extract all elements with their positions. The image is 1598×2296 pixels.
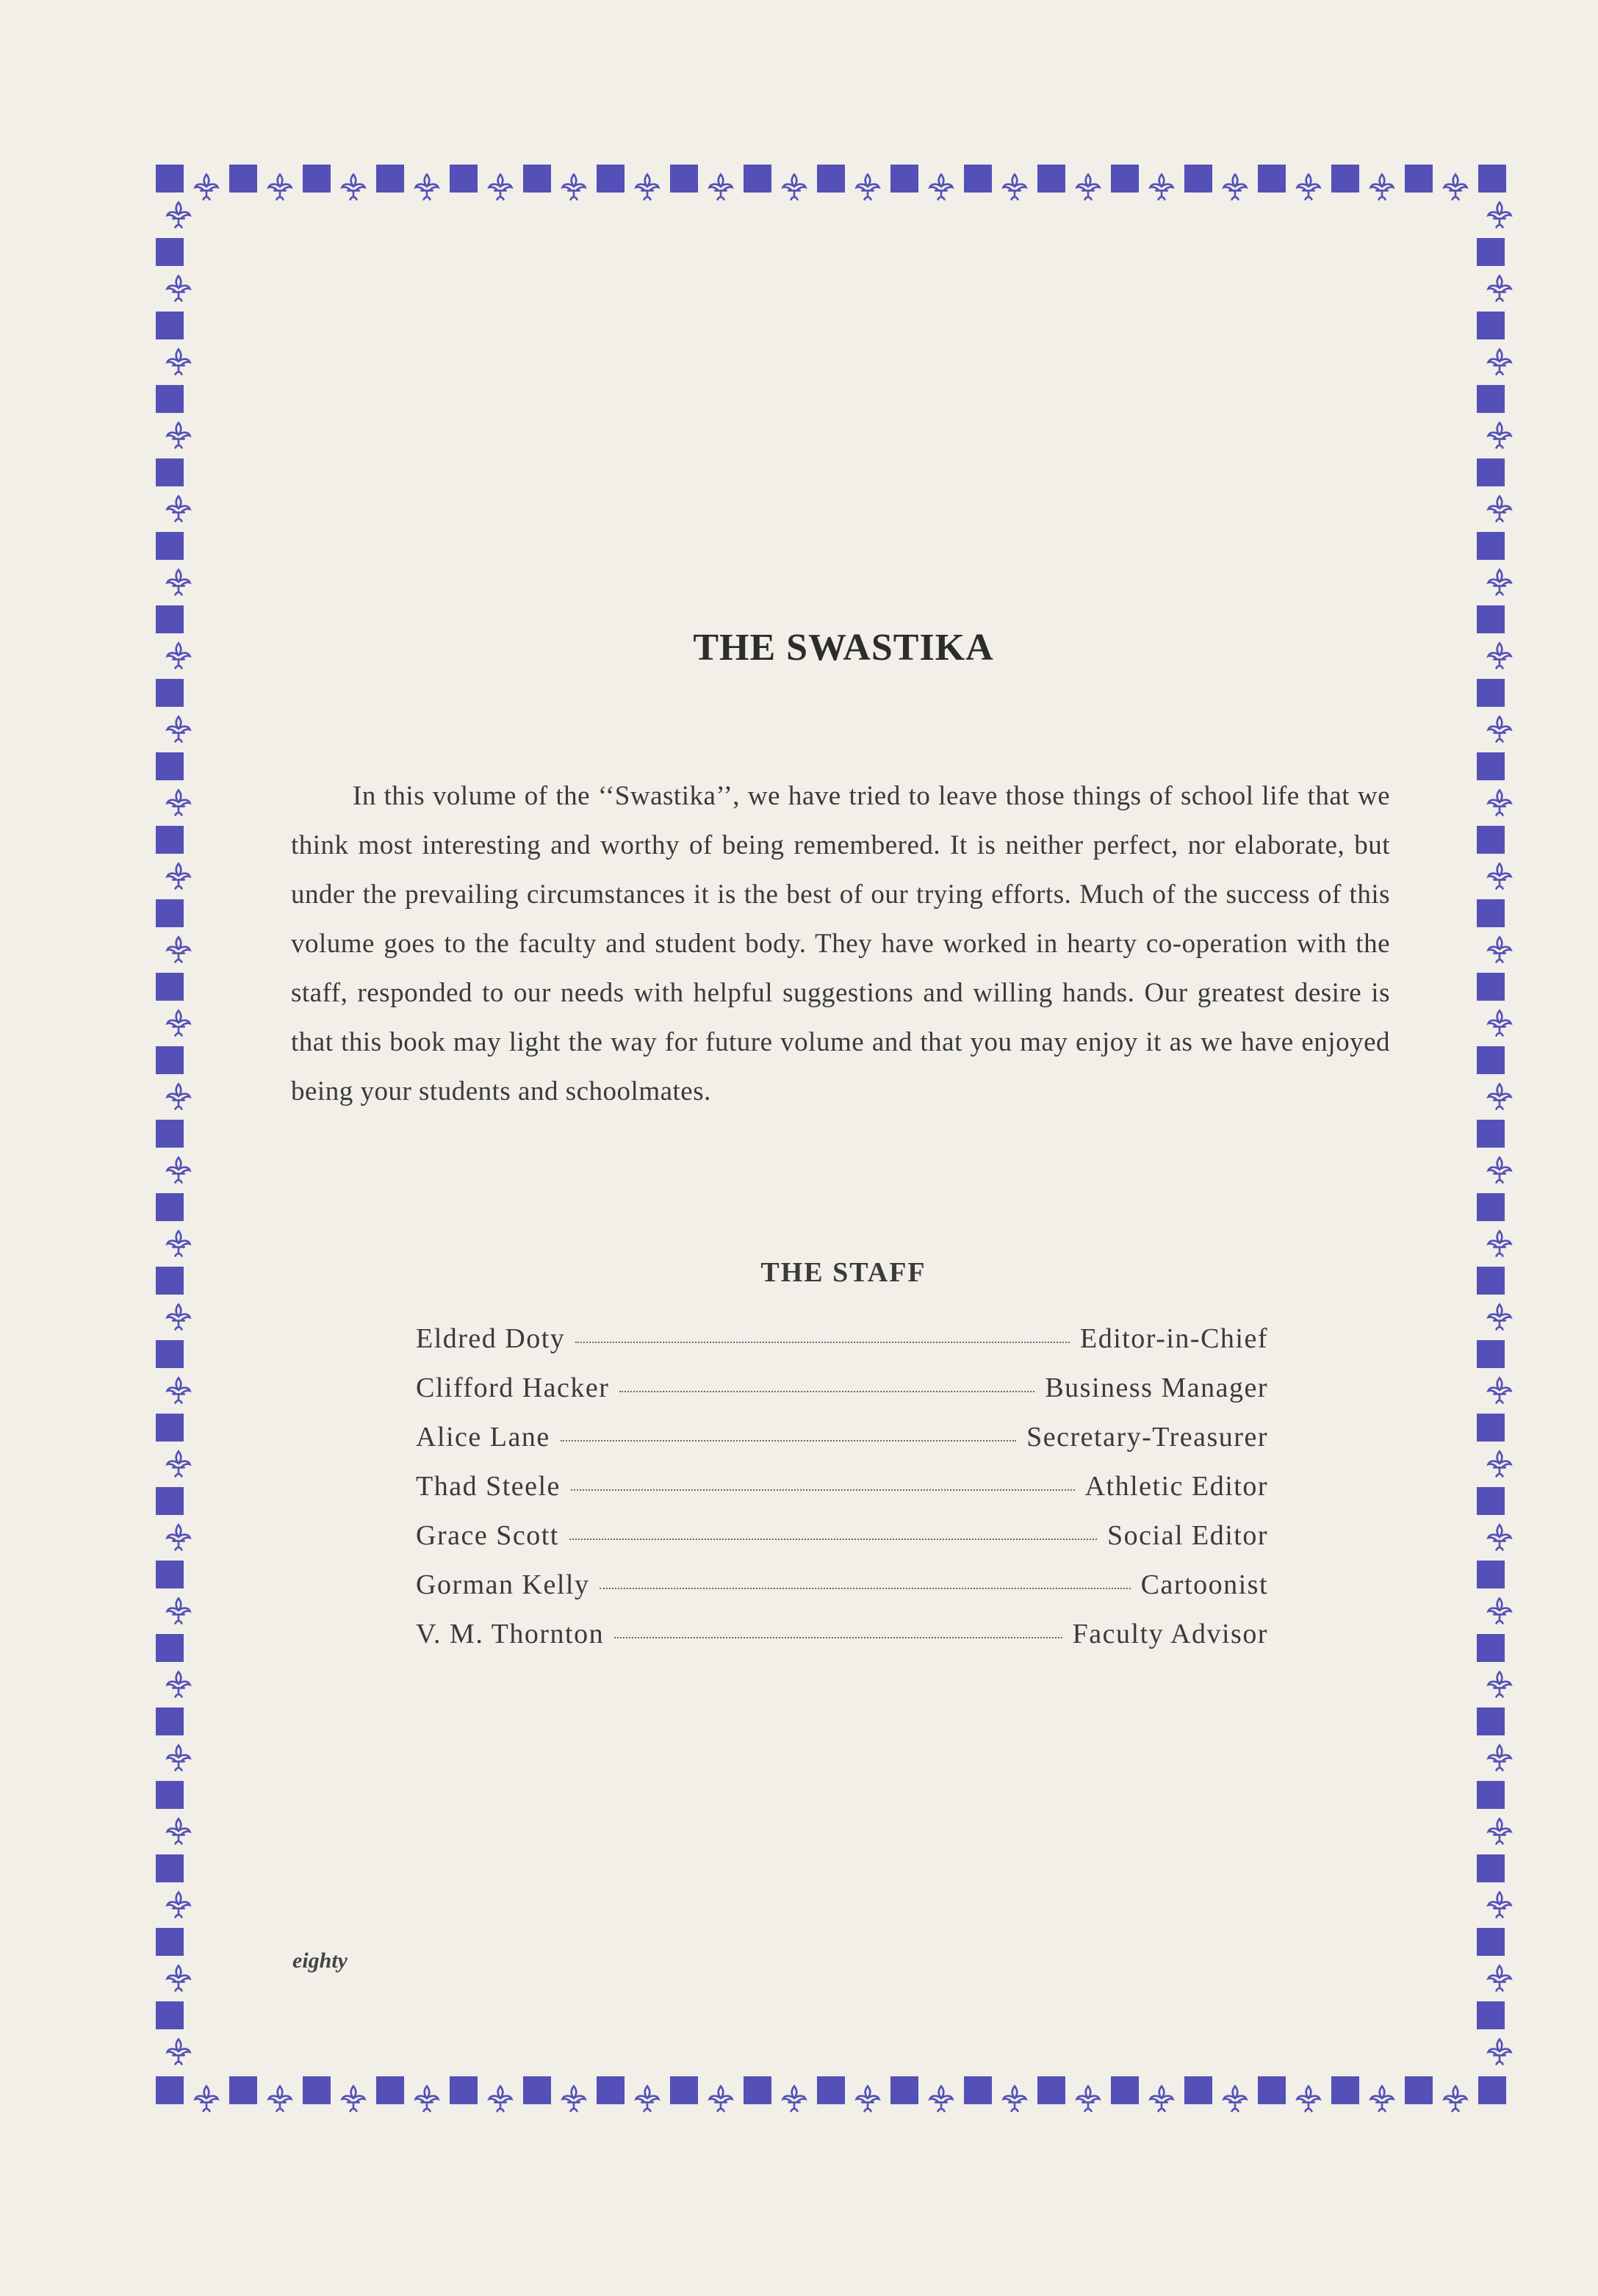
border-square [1477, 899, 1505, 927]
border-square [229, 2076, 257, 2104]
fleur-de-lis-icon [1477, 780, 1522, 826]
border-square [1477, 385, 1505, 413]
border-square [744, 165, 771, 192]
border-square [1258, 165, 1286, 192]
fleur-de-lis-icon [257, 165, 303, 210]
border-square [1184, 2076, 1212, 2104]
fleur-de-lis-icon [1477, 1882, 1522, 1928]
fleur-de-lis-icon [1477, 1735, 1522, 1781]
fleur-de-lis-icon [156, 1515, 201, 1561]
border-square [1477, 1781, 1505, 1809]
border-square [1477, 1634, 1505, 1662]
staff-role: Cartoonist [1140, 1569, 1268, 1600]
leader-dots [561, 1440, 1016, 1442]
fleur-de-lis-icon [156, 1662, 201, 1707]
page-title: THE SWASTIKA [693, 627, 994, 669]
border-square [156, 1487, 184, 1515]
fleur-de-lis-icon [1477, 486, 1522, 532]
border-square [1477, 312, 1505, 339]
fleur-de-lis-icon [1139, 165, 1184, 210]
staff-role: Secretary-Treasurer [1026, 1422, 1268, 1453]
leader-dots [571, 1489, 1075, 1491]
staff-role: Social Editor [1107, 1520, 1268, 1551]
border-square [156, 752, 184, 780]
border-square [156, 458, 184, 486]
border-square [156, 1634, 184, 1662]
fleur-de-lis-icon [257, 2076, 303, 2122]
border-square [1478, 165, 1506, 192]
fleur-de-lis-icon [478, 2076, 523, 2122]
staff-row [416, 1569, 1268, 1618]
staff-row [416, 1618, 1268, 1667]
staff-role: Business Manager [1045, 1372, 1268, 1403]
border-right [1477, 192, 1522, 2075]
fleur-de-lis-icon [156, 413, 201, 458]
border-square [156, 1120, 184, 1148]
fleur-de-lis-icon [1212, 2076, 1258, 2122]
staff-row [416, 1470, 1268, 1519]
fleur-de-lis-icon [1212, 165, 1258, 210]
fleur-de-lis-icon [1477, 339, 1522, 385]
fleur-de-lis-icon [156, 560, 201, 605]
fleur-de-lis-icon [1477, 192, 1522, 238]
fleur-de-lis-icon [1139, 2076, 1184, 2122]
fleur-de-lis-icon [1359, 165, 1405, 210]
border-square [817, 2076, 845, 2104]
fleur-de-lis-icon [156, 1882, 201, 1928]
border-square [1477, 1340, 1505, 1368]
fleur-de-lis-icon [184, 2076, 229, 2122]
border-square [156, 2001, 184, 2029]
fleur-de-lis-icon [625, 2076, 670, 2122]
fleur-de-lis-icon [992, 165, 1037, 210]
fleur-de-lis-icon [156, 1148, 201, 1193]
fleur-de-lis-icon [771, 165, 817, 210]
border-square [1477, 1707, 1505, 1735]
leader-dots [619, 1391, 1034, 1392]
fleur-de-lis-icon [1477, 1515, 1522, 1561]
border-square [597, 2076, 625, 2104]
staff-row [416, 1519, 1268, 1569]
fleur-de-lis-icon [551, 165, 597, 210]
border-square [964, 2076, 992, 2104]
fleur-de-lis-icon [1477, 413, 1522, 458]
page-number: eighty [292, 1948, 348, 1973]
border-square [1477, 532, 1505, 560]
border-square [523, 2076, 551, 2104]
staff-row [416, 1322, 1268, 1372]
border-square [670, 2076, 698, 2104]
border-square [964, 165, 992, 192]
border-square [1478, 2076, 1506, 2104]
border-left [156, 192, 201, 2075]
fleur-de-lis-icon [156, 1442, 201, 1487]
fleur-de-lis-icon [404, 165, 450, 210]
staff-name: Thad Steele [416, 1471, 561, 1502]
staff-name: Grace Scott [416, 1520, 559, 1551]
fleur-de-lis-icon [1065, 165, 1111, 210]
fleur-de-lis-icon [478, 165, 523, 210]
fleur-de-lis-icon [331, 2076, 376, 2122]
fleur-de-lis-icon [156, 339, 201, 385]
border-square [303, 165, 331, 192]
staff-name: Eldred Doty [416, 1323, 566, 1354]
border-square [1037, 165, 1065, 192]
intro-paragraph: In this volume of the ‘‘Swastika’’, we have tried to leave those things of school life that we think most interesting and worthy of being remembered. It is neither perfect, nor elaborate, but under the prevailing circumstances it is the best of our trying efforts. Much of the success of this volume goes to the faculty and student body. They have worked in hearty co-operation with the staff, responded to our needs with helpful suggestions and willing hands. Our greatest desire is that this book may light the way for future volume and that you may enjoy it as we have enjoyed being your students and schoolmates. [291, 781, 1390, 1106]
border-square [597, 165, 625, 192]
leader-dots [575, 1342, 1070, 1343]
border-square [1258, 2076, 1286, 2104]
border-square [156, 1561, 184, 1588]
fleur-de-lis-icon [156, 1074, 201, 1120]
staff-name: Gorman Kelly [416, 1569, 590, 1600]
border-square [890, 2076, 918, 2104]
border-square [1037, 2076, 1065, 2104]
fleur-de-lis-icon [1477, 1588, 1522, 1634]
border-square [156, 1854, 184, 1882]
fleur-de-lis-icon [156, 1295, 201, 1340]
fleur-de-lis-icon [1065, 2076, 1111, 2122]
fleur-de-lis-icon [1477, 1368, 1522, 1414]
staff-row [416, 1421, 1268, 1470]
border-square [1477, 1120, 1505, 1148]
border-square [376, 165, 404, 192]
staff-role: Athletic Editor [1084, 1471, 1268, 1502]
fleur-de-lis-icon [918, 2076, 964, 2122]
staff-heading: THE STAFF [760, 1257, 926, 1288]
border-square [229, 165, 257, 192]
fleur-de-lis-icon [156, 707, 201, 752]
border-square [450, 2076, 478, 2104]
border-square [1477, 2001, 1505, 2029]
border-top [156, 165, 1506, 210]
border-square [1477, 1193, 1505, 1221]
staff-role: Faculty Advisor [1072, 1619, 1268, 1649]
border-square [303, 2076, 331, 2104]
border-square [670, 165, 698, 192]
border-square [744, 2076, 771, 2104]
border-square [156, 532, 184, 560]
border-square [156, 2076, 184, 2104]
border-square [1477, 238, 1505, 266]
fleur-de-lis-icon [156, 1368, 201, 1414]
staff-list [416, 1322, 1268, 1667]
border-square [1477, 458, 1505, 486]
fleur-de-lis-icon [625, 165, 670, 210]
fleur-de-lis-icon [156, 927, 201, 973]
border-square [1477, 1487, 1505, 1515]
fleur-de-lis-icon [1477, 854, 1522, 899]
staff-name: Alice Lane [416, 1422, 550, 1453]
border-square [1331, 2076, 1359, 2104]
staff-role: Editor-in-Chief [1079, 1323, 1268, 1354]
fleur-de-lis-icon [698, 2076, 744, 2122]
fleur-de-lis-icon [1477, 927, 1522, 973]
border-square [1477, 752, 1505, 780]
fleur-de-lis-icon [1477, 1662, 1522, 1707]
fleur-de-lis-icon [1286, 165, 1331, 210]
border-square [1477, 973, 1505, 1001]
border-square [156, 1193, 184, 1221]
fleur-de-lis-icon [156, 192, 201, 238]
border-square [1477, 1414, 1505, 1442]
border-square [523, 165, 551, 192]
border-square [1184, 165, 1212, 192]
fleur-de-lis-icon [1477, 1074, 1522, 1120]
fleur-de-lis-icon [1477, 1956, 1522, 2001]
fleur-de-lis-icon [1477, 707, 1522, 752]
border-bottom [156, 2076, 1506, 2122]
border-square [890, 165, 918, 192]
border-square [156, 238, 184, 266]
border-square [450, 165, 478, 192]
border-square [1405, 2076, 1433, 2104]
leader-dots [600, 1588, 1130, 1589]
border-square [817, 165, 845, 192]
border-square [156, 165, 184, 192]
fleur-de-lis-icon [1433, 2076, 1478, 2122]
border-square [156, 1046, 184, 1074]
staff-name: Clifford Hacker [416, 1372, 610, 1403]
fleur-de-lis-icon [1433, 165, 1478, 210]
fleur-de-lis-icon [1477, 1001, 1522, 1046]
border-square [1477, 1854, 1505, 1882]
fleur-de-lis-icon [156, 1735, 201, 1781]
fleur-de-lis-icon [156, 780, 201, 826]
fleur-de-lis-icon [551, 2076, 597, 2122]
fleur-de-lis-icon [1477, 560, 1522, 605]
leader-dots [569, 1539, 1097, 1540]
fleur-de-lis-icon [404, 2076, 450, 2122]
border-square [1405, 165, 1433, 192]
fleur-de-lis-icon [1286, 2076, 1331, 2122]
border-square [1111, 2076, 1139, 2104]
fleur-de-lis-icon [1477, 1442, 1522, 1487]
border-square [156, 1928, 184, 1956]
border-square [156, 973, 184, 1001]
fleur-de-lis-icon [156, 266, 201, 312]
border-square [1477, 679, 1505, 707]
border-square [156, 1781, 184, 1809]
fleur-de-lis-icon [156, 1809, 201, 1854]
border-square [1477, 1561, 1505, 1588]
fleur-de-lis-icon [845, 2076, 890, 2122]
fleur-de-lis-icon [1477, 1148, 1522, 1193]
border-square [376, 2076, 404, 2104]
fleur-de-lis-icon [331, 165, 376, 210]
fleur-de-lis-icon [156, 1956, 201, 2001]
border-square [156, 1414, 184, 1442]
border-square [156, 826, 184, 854]
border-square [156, 1340, 184, 1368]
fleur-de-lis-icon [156, 2029, 201, 2075]
border-square [1331, 165, 1359, 192]
fleur-de-lis-icon [771, 2076, 817, 2122]
fleur-de-lis-icon [698, 165, 744, 210]
fleur-de-lis-icon [156, 1588, 201, 1634]
border-square [1477, 1046, 1505, 1074]
fleur-de-lis-icon [1477, 2029, 1522, 2075]
fleur-de-lis-icon [1477, 1295, 1522, 1340]
border-square [156, 312, 184, 339]
fleur-de-lis-icon [1477, 266, 1522, 312]
fleur-de-lis-icon [1359, 2076, 1405, 2122]
border-square [1477, 826, 1505, 854]
fleur-de-lis-icon [156, 854, 201, 899]
fleur-de-lis-icon [156, 1001, 201, 1046]
fleur-de-lis-icon [918, 165, 964, 210]
staff-row [416, 1372, 1268, 1421]
staff-name: V. M. Thornton [416, 1619, 605, 1649]
border-square [156, 385, 184, 413]
leader-dots [614, 1637, 1062, 1638]
border-square [156, 679, 184, 707]
fleur-de-lis-icon [156, 486, 201, 532]
border-square [1111, 165, 1139, 192]
border-square [1477, 1928, 1505, 1956]
border-square [156, 1707, 184, 1735]
fleur-de-lis-icon [1477, 1809, 1522, 1854]
border-square [156, 899, 184, 927]
fleur-de-lis-icon [845, 165, 890, 210]
fleur-de-lis-icon [992, 2076, 1037, 2122]
